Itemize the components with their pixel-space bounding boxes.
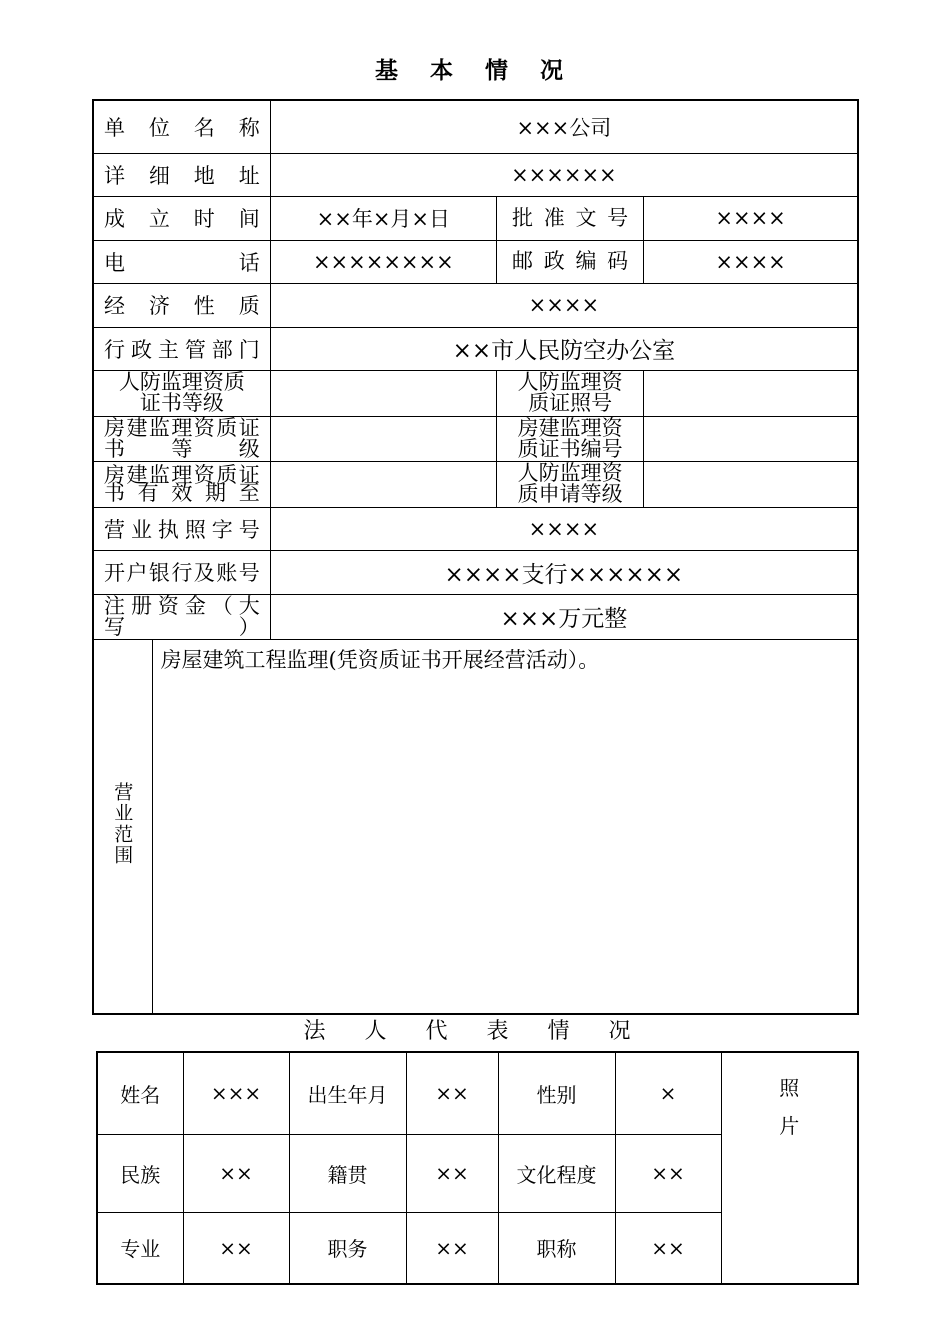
cd-apply-grade-label: 人防监理资质申请等级 (496, 461, 643, 507)
basic-info-table (92, 99, 859, 1015)
bldg-cert-code-label: 房建监理资质证书编号 (496, 416, 643, 461)
birth-label: 出生年月 (289, 1052, 406, 1134)
phone-label: 电话 (93, 240, 270, 283)
major-label: 专业 (97, 1212, 183, 1284)
basic-info-title: 基 本 情 况 (374, 57, 576, 84)
bldg-valid-value[interactable] (270, 461, 496, 507)
scope-label: 营业范围 (111, 781, 134, 866)
photo-label-1: 照 (779, 1076, 800, 1100)
approval-value[interactable]: ×××× (644, 196, 858, 240)
license-value[interactable]: ×××× (270, 507, 858, 550)
scope-label-cell (93, 639, 152, 1014)
legal-rep-table (96, 1051, 859, 1285)
scope-value[interactable]: 房屋建筑工程监理(凭资质证书开展经营活动）。 (152, 639, 858, 1014)
cd-apply-grade-value[interactable] (644, 461, 858, 507)
name-value[interactable]: ××× (183, 1052, 289, 1134)
photo-box[interactable] (721, 1052, 858, 1284)
cd-cert-no-value[interactable] (644, 370, 858, 416)
origin-label: 籍贯 (289, 1134, 406, 1212)
address-value[interactable]: ×××××× (270, 153, 858, 196)
bldg-grade-label: 房建监理资质证书等级 (93, 416, 270, 461)
photo-label-2: 片 (779, 1114, 800, 1138)
postcode-value[interactable]: ×××× (644, 240, 858, 283)
approval-label: 批准文号 (496, 196, 643, 240)
address-label: 详细地址 (93, 153, 270, 196)
gender-label: 性别 (498, 1052, 615, 1134)
ethnicity-value[interactable]: ×× (183, 1134, 289, 1212)
name-label: 姓名 (97, 1052, 183, 1134)
economic-nature-label: 经济性质 (93, 283, 270, 327)
postcode-label: 邮政编码 (496, 240, 643, 283)
authority-label: 行政主管部门 (93, 327, 270, 370)
origin-value[interactable]: ×× (406, 1134, 498, 1212)
birth-value[interactable]: ×× (406, 1052, 498, 1134)
capital-label: 注册资金（大写） (93, 594, 270, 639)
company-name-label: 单位名称 (93, 100, 270, 153)
rank-label: 职称 (498, 1212, 615, 1284)
bldg-grade-value[interactable] (270, 416, 496, 461)
bank-label: 开户银行及账号 (93, 550, 270, 594)
education-label: 文化程度 (498, 1134, 615, 1212)
major-value[interactable]: ×× (183, 1212, 289, 1284)
cd-grade-value[interactable] (270, 370, 496, 416)
education-value[interactable]: ×× (615, 1134, 721, 1212)
bldg-cert-code-value[interactable] (644, 416, 858, 461)
gender-value[interactable]: × (615, 1052, 721, 1134)
phone-value[interactable]: ×××××××× (270, 240, 496, 283)
founded-value[interactable]: ××年×月×日 (270, 196, 496, 240)
rank-value[interactable]: ×× (615, 1212, 721, 1284)
license-label: 营业执照字号 (93, 507, 270, 550)
bank-value[interactable]: ××××支行×××××× (270, 550, 858, 594)
ethnicity-label: 民族 (97, 1134, 183, 1212)
cd-cert-no-label: 人防监理资质证照号 (496, 370, 643, 416)
authority-value[interactable]: ××市人民防空办公室 (270, 327, 858, 370)
cd-grade-label: 人防监理资质证书等级 (93, 370, 270, 416)
bldg-valid-label: 房建监理资质证书有效期至 (93, 461, 270, 507)
legal-rep-title: 法 人 代 表 情 况 (303, 1019, 647, 1044)
company-name-value[interactable]: ×××公司 (270, 100, 858, 153)
position-label: 职务 (289, 1212, 406, 1284)
capital-value[interactable]: ×××万元整 (270, 594, 858, 639)
position-value[interactable]: ×× (406, 1212, 498, 1284)
economic-nature-value[interactable]: ×××× (270, 283, 858, 327)
founded-label: 成立时间 (93, 196, 270, 240)
